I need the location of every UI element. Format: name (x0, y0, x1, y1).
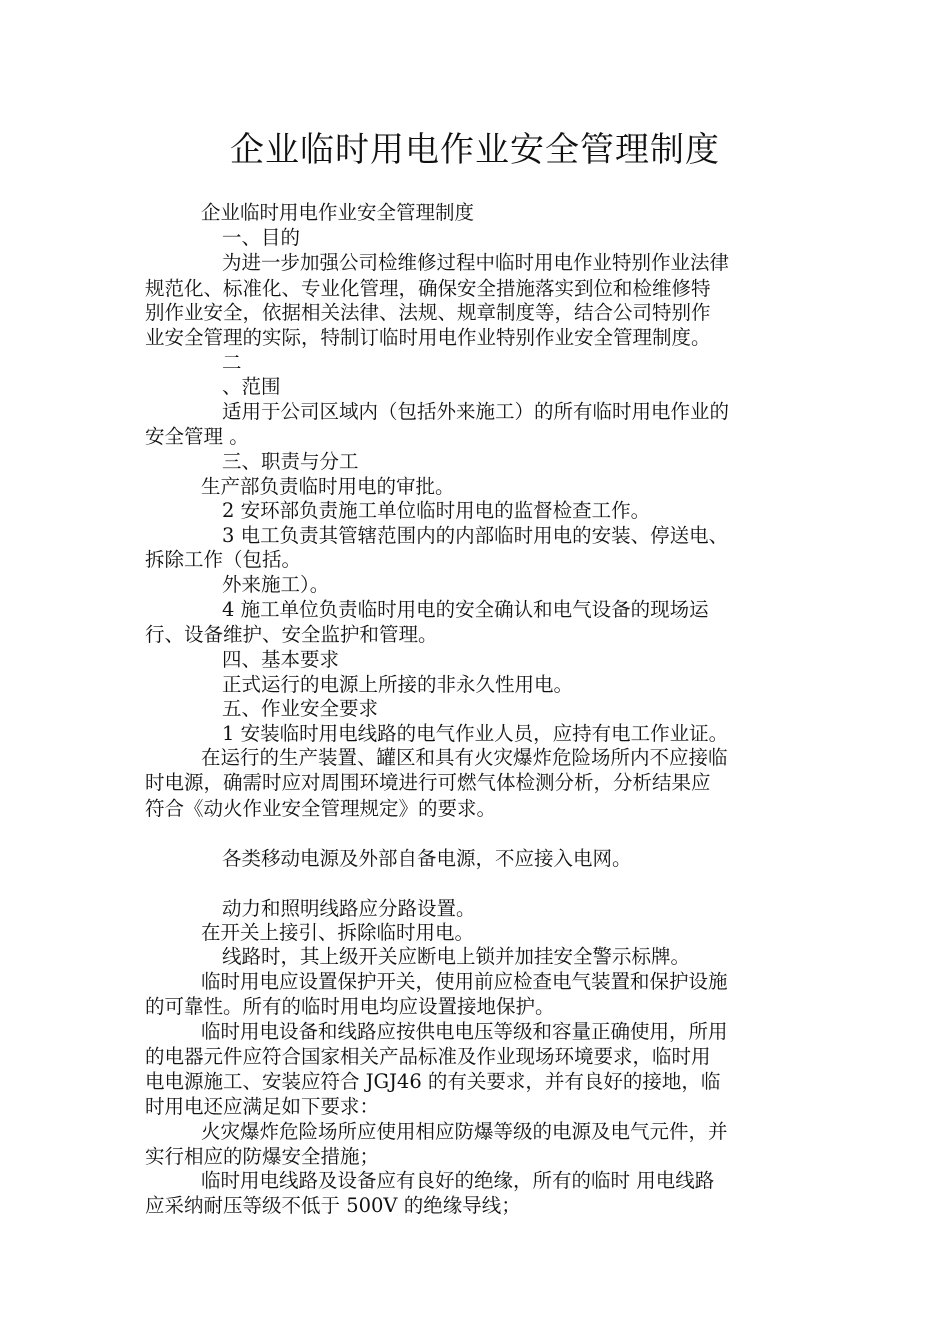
section-heading-number: 二 (222, 351, 242, 374)
paragraph-line: 电电源施工、安装应符合 JGJ46 的有关要求，并有良好的接地，临 (145, 1070, 721, 1093)
paragraph-line: 安全管理 。 (145, 425, 249, 448)
paragraph-line: 实行相应的防爆安全措施； (145, 1145, 380, 1168)
paragraph-line: 拆除工作（包括。 (145, 548, 302, 571)
paragraph-line: 在运行的生产装置、罐区和具有火灾爆炸危险场所内不应接临 (201, 746, 728, 769)
paragraph-line: 外来施工）。 (222, 573, 330, 596)
paragraph-line: 应采纳耐压等级不低于 500V 的绝缘导线； (145, 1194, 521, 1217)
section-heading-purpose: 一、目的 (222, 226, 301, 249)
paragraph-line: 适用于公司区域内（包括外来施工）的所有临时用电作业的 (222, 400, 730, 423)
paragraph-line: 临时用电线路及设备应有良好的绝缘，所有的临时 用电线路 (201, 1169, 715, 1192)
paragraph-line: 在开关上接引、拆除临时用电。 (201, 921, 475, 944)
section-heading-safety: 五、作业安全要求 (222, 697, 379, 720)
section-heading-duties: 三、职责与分工 (222, 450, 359, 473)
paragraph-line: 的可靠性。所有的临时用电均应设置接地保护。 (145, 995, 555, 1018)
paragraph-line: 线路时，其上级开关应断电上锁并加挂安全警示标牌。 (222, 945, 691, 968)
paragraph-line: 业安全管理的实际，特制订临时用电作业特别作业安全管理制度。 (145, 326, 711, 349)
paragraph-line: 时电源，确需时应对周围环境进行可燃气体检测分析，分析结果应 (145, 771, 711, 794)
paragraph-line: 别作业安全，依据相关法律、法规、规章制度等，结合公司特别作 (145, 301, 711, 324)
paragraph-line: 符合《动火作业安全管理规定》的要求。 (145, 797, 497, 820)
list-item: 1 安装临时用电线路的电气作业人员，应持有电工作业证。 (222, 722, 729, 745)
paragraph-line: 生产部负责临时用电的审批。 (201, 475, 455, 498)
section-heading-basic: 四、基本要求 (222, 648, 340, 671)
paragraph-line: 临时用电应设置保护开关，使用前应检查电气装置和保护设施 (201, 970, 728, 993)
list-item: 4 施工单位负责临时用电的安全确认和电气设备的现场运 (222, 598, 709, 621)
paragraph-line: 的电器元件应符合国家相关产品标准及作业现场环境要求，临时用 (145, 1045, 711, 1068)
paragraph-line: 行、设备维护、安全监护和管理。 (145, 623, 438, 646)
document-subtitle: 企业临时用电作业安全管理制度 (201, 201, 475, 224)
paragraph-line: 为进一步加强公司检维修过程中临时用电作业特别作业法律 (222, 251, 730, 274)
paragraph-line: 临时用电设备和线路应按供电电压等级和容量正确使用，所用 (201, 1020, 728, 1043)
paragraph-line: 规范化、标准化、专业化管理，确保安全措施落实到位和检维修特 (145, 277, 711, 300)
paragraph-line: 时用电还应满足如下要求： (145, 1095, 380, 1118)
document-title: 企业临时用电作业安全管理制度 (230, 130, 720, 170)
paragraph-line: 正式运行的电源上所接的非永久性用电。 (222, 673, 574, 696)
list-item: 2 安环部负责施工单位临时用电的监督检查工作。 (222, 499, 651, 522)
paragraph-line: 各类移动电源及外部自备电源，不应接入电网。 (222, 847, 632, 870)
section-heading-scope: 、范围 (222, 375, 281, 398)
paragraph-line: 动力和照明线路应分路设置。 (222, 897, 476, 920)
list-item: 3 电工负责其管辖范围内的内部临时用电的安装、停送电、 (222, 524, 729, 547)
paragraph-line: 火灾爆炸危险场所应使用相应防爆等级的电源及电气元件，并 (201, 1120, 728, 1143)
